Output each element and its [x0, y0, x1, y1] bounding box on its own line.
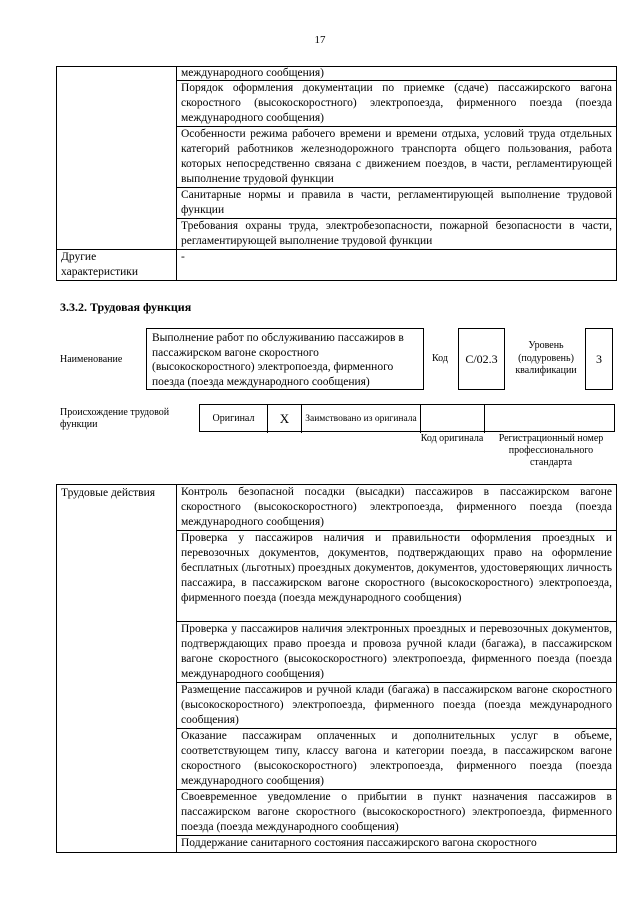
origin-row: [199, 404, 615, 432]
other-characteristics-label: Другие характеристики: [57, 250, 177, 281]
actions-label: Трудовые действия: [57, 485, 177, 853]
original-code-caption: Код оригинала: [420, 433, 484, 444]
page-number: 17: [314, 34, 326, 46]
original-mark: [268, 405, 302, 433]
knowledge-item: Требования охраны труда, электробезопасности, пожарной безопасности в части, регламентирующей выполнение трудовой функции: [177, 219, 617, 250]
reg-number-caption: Регистрационный номер профессионального стандарта: [498, 433, 604, 468]
reg-number-cell: [485, 405, 614, 433]
knowledge-item: Санитарные нормы и правила в части, регламентирующей выполнение трудовой функции: [177, 188, 617, 219]
knowledge-item: международного сообщения): [177, 67, 617, 81]
other-characteristics-value: -: [177, 250, 617, 281]
original-code-cell: [421, 405, 485, 433]
original-mark-text: X: [279, 411, 290, 426]
borrowed-label: [302, 405, 421, 433]
action-item: Своевременное уведомление о прибытии в пункт назначения пассажиров в пассажирском вагоне скоростного (высокоскоростного) электропоезда, фирменного поезда (поезда международного сообщения): [177, 790, 617, 836]
knowledge-item: Порядок оформления документации по приемке (сдаче) пассажирского вагона скоростного (высокоскоростного) электропоезда, фирменного поезда (поезда международного сообщения): [177, 81, 617, 127]
original-label: [200, 405, 268, 433]
action-item: Проверка у пассажиров наличия и правильности оформления проездных и перевозочных документов, документов, подтверждающих право на оформление бесплатных (льготных) проездных документов, документов, удостоверяющих личность пассажира, в пассажирском вагоне скоростного (высокоскоростного) электропоезда, фирменного поезда (поезда международного сообщения): [177, 531, 617, 622]
action-item: Проверка у пассажиров наличия электронных проездных и перевозочных документов, подтверждающих право проезда и провоза ручной клади (багажа), в пассажирском вагоне скоростного (высокоскоростного) электропоезда, фирменного поезда (поезда международного сообщения): [177, 622, 617, 683]
action-item: Поддержание санитарного состояния пассажирского вагона скоростного: [177, 836, 617, 853]
knowledge-item: Особенности режима рабочего времени и времени отдыха, условий труда отдельных категорий работников железнодорожного транспорта общего пользования, работа которых непосредственно связана с движением поездов, в части, регламентирующей выполнение трудовой функции: [177, 127, 617, 188]
borrowed-label-text: Заимствовано из оригинала: [305, 414, 417, 424]
name-label: Наименование: [60, 354, 123, 365]
original-label-text: Оригинал: [212, 413, 255, 424]
code-box: C/02.3: [458, 328, 505, 390]
action-item: Размещение пассажиров и ручной клади (багажа) в пассажирском вагоне скоростного (высокоскоростного) электропоезда, фирменного поезда (поезда международного сообщения): [177, 683, 617, 729]
section-title: 3.3.2. Трудовая функция: [60, 300, 192, 314]
knowledge-table: [56, 66, 617, 281]
level-label: Уровень (подуровень) квалификации: [515, 340, 577, 376]
empty-label-cell: [57, 67, 177, 250]
action-item: Оказание пассажирам оплаченных и дополнительных услуг в объеме, соответствующем типу, классу вагона и категории поезда, в пассажирском вагоне скоростного (высокоскоростного) электропоезда, фирменного поезда (поезда международного сообщения): [177, 729, 617, 790]
level-box: 3: [585, 328, 613, 390]
origin-label: Происхождение трудовой функции: [60, 407, 170, 430]
action-item: Контроль безопасной посадки (высадки) пассажиров в пассажирском вагоне скоростного (высокоскоростного) электропоезда, фирменного поезда (поезда международного сообщения): [177, 485, 617, 531]
actions-table: [56, 484, 617, 853]
function-name-box: Выполнение работ по обслуживанию пассажиров в пассажирском вагоне скоростного (высокоскоростного) электропоезда, фирменного поезда (поезда международного сообщения): [146, 328, 424, 390]
code-label: Код: [432, 353, 448, 364]
